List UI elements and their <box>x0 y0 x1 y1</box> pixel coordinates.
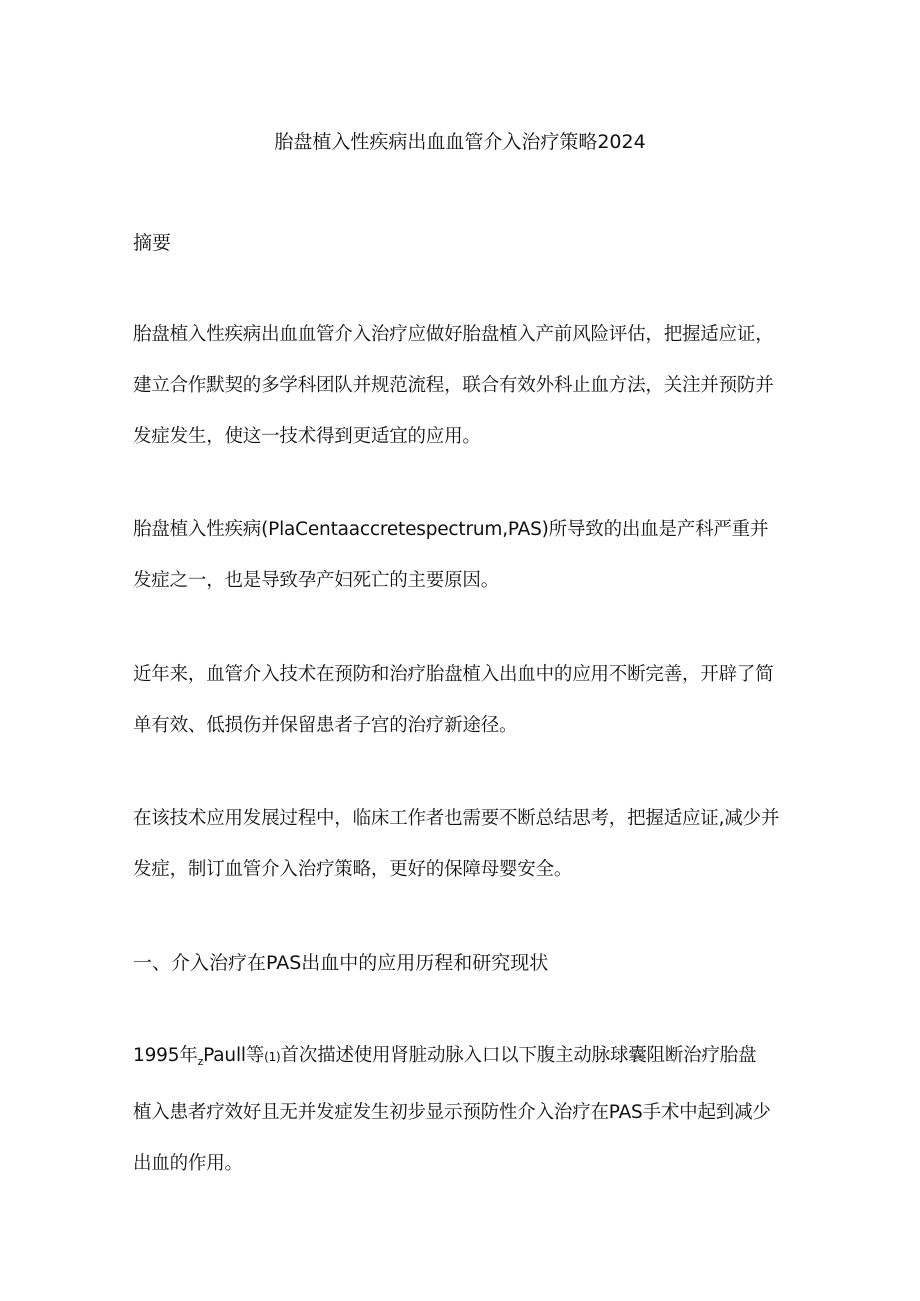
line-rest: 首次描述使用肾脏动脉入口以下腹主动脉球囊阻断治疗胎盘 <box>280 1045 757 1066</box>
section-1-paragraph <box>133 1030 803 1189</box>
paragraph-line: 植入患者疗效好且无并发症发生初步显示预防性介入治疗在PAS手术中起到减少 <box>133 1102 771 1123</box>
author-name: Paull等 <box>203 1045 265 1066</box>
paragraph-line: 发症，制订血管介入治疗策略，更好的保障母婴安全。 <box>133 859 573 880</box>
paragraph-line <box>133 1030 803 1087</box>
paragraph-abstract-4 <box>133 793 803 895</box>
paragraph-line: 胎盘植入性疾病出血血管介入治疗应做好胎盘植入产前风险评估，把握适应证， <box>133 324 774 345</box>
paragraph-abstract-3 <box>133 649 803 751</box>
paragraph-line: 出血的作用。 <box>133 1153 243 1174</box>
paragraph-line: 建立合作默契的多学科团队并规范流程，联合有效外科止血方法，关注并预防并 <box>133 375 774 396</box>
paragraph-line: 发症发生，使这一技术得到更适宜的应用。 <box>133 426 481 447</box>
paragraph-abstract-1 <box>133 309 803 462</box>
paragraph-line: 近年来，血管介入技术在预防和治疗胎盘植入出血中的应用不断完善，开辟了简 <box>133 664 774 685</box>
paragraph-line: 发症之一，也是导致孕产妇死亡的主要原因。 <box>133 570 500 591</box>
paragraph-line: 在该技术应用发展过程中，临床工作者也需要不断总结思考，把握适应证,减少并 <box>133 808 780 829</box>
paragraph-line: 单有效、低损伤并保留患者子宫的治疗新途径。 <box>133 715 518 736</box>
paragraph-line: 胎盘植入性疾病(PlaCentaaccretespectrum,PAS)所导致的出血是产科严重并 <box>133 519 769 540</box>
document-title: 胎盘植入性疾病出血血管介入治疗策略2024 <box>274 131 646 153</box>
subscript-mark: z <box>197 1055 204 1068</box>
paragraph-abstract-2 <box>133 504 803 606</box>
abstract-heading: 摘要 <box>133 232 172 254</box>
section-1-heading: 一、介入治疗在PAS出血中的应用历程和研究现状 <box>133 952 549 974</box>
year-text: 1995年 <box>133 1045 198 1066</box>
citation-mark: (1) <box>264 1050 281 1064</box>
